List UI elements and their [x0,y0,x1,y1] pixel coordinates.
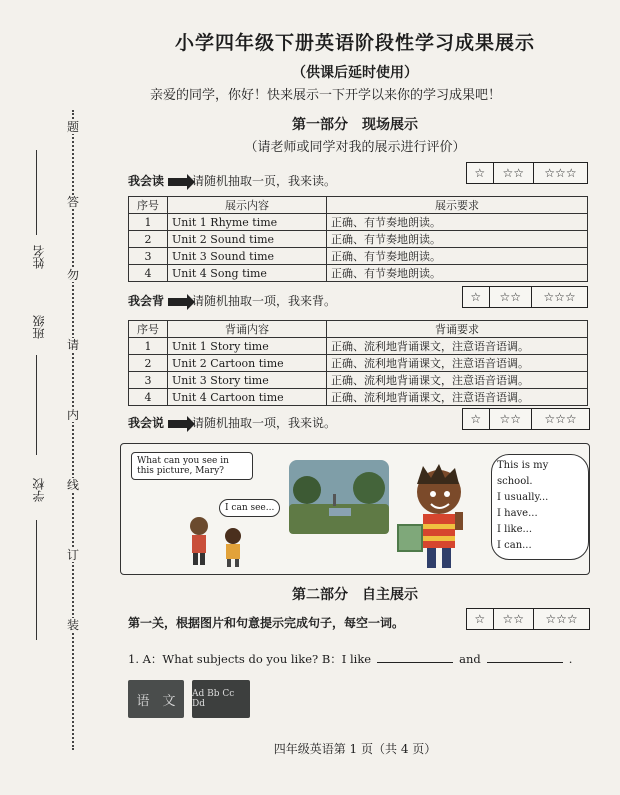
table-row [129,389,588,406]
star-icon[interactable]: ☆☆☆ [545,612,578,626]
star-icon[interactable]: ☆ [467,609,494,629]
class-blank [36,355,37,455]
answer-blank-1[interactable] [377,662,453,663]
cell: 4 [129,265,168,282]
cell: 正确、流利地背诵课文，注意语音语调。 [327,338,588,355]
cell: Unit 3 Story time [168,372,327,389]
page-footer: 四年级英语第 1 页（共 4 页） [273,742,437,756]
star-icon[interactable]: ☆ [467,163,494,183]
name-label: 姓名 [32,245,46,269]
cell: Unit 2 Sound time [168,231,327,248]
margin-char: 线 [66,478,79,492]
table-row [129,214,588,231]
margin-char: 答 [66,195,79,209]
star-icon[interactable]: ☆ [463,287,490,307]
table-row [129,338,588,355]
cell: 正确、有节奏地朗读。 [327,265,588,282]
star-icon[interactable]: ☆☆ [494,163,534,183]
bubble-line: I can... [497,540,532,551]
star-icon[interactable]: ☆☆ [494,609,534,629]
star-icon[interactable]: ☆☆☆ [544,412,577,426]
answer-blank-2[interactable] [487,662,563,663]
cell: Unit 4 Cartoon time [168,389,327,406]
cell: 1 [129,214,168,231]
question-1-text: 1. A：What subjects do you like? B：I like [128,652,372,666]
boy-speech-bubble [491,454,589,560]
cell: 2 [129,355,168,372]
name-blank [36,150,37,235]
star-icon[interactable]: ☆☆ [490,287,532,307]
col-header: 背诵内容 [168,321,327,338]
cell: 3 [129,248,168,265]
speaking-illustration [120,443,590,575]
part2-heading: 第二部分 自主展示 [292,587,418,603]
cell: Unit 4 Song time [168,265,327,282]
col-header: 序号 [129,321,168,338]
table-row [129,355,588,372]
cell: 2 [129,231,168,248]
margin-char: 装 [66,618,79,632]
cell: 3 [129,372,168,389]
speak-rating[interactable] [462,408,590,430]
col-header: 背诵要求 [327,321,588,338]
recite-label: 我会背 [128,294,165,308]
question-1-and: and [459,652,481,666]
cell: 4 [129,389,168,406]
answer-bubble: I can see... [219,499,280,517]
bubble-line: I usually... [497,492,549,503]
col-header: 展示要求 [327,197,588,214]
chinese-subject-image: 语 文 [128,680,184,718]
star-icon[interactable]: ☆☆☆ [543,290,576,304]
table-row [129,372,588,389]
level1-rating[interactable] [466,608,590,630]
table-row [129,231,588,248]
arrow-icon [168,178,188,186]
cell: Unit 2 Cartoon time [168,355,327,372]
cell: 正确、有节奏地朗读。 [327,248,588,265]
cell: Unit 3 Sound time [168,248,327,265]
recite-rating[interactable] [462,286,588,308]
park-picture [289,460,389,534]
question-1-end: . [568,652,573,666]
speak-instruction: 请随机抽取一项，我来说。 [192,416,337,430]
margin-char: 请 [66,338,79,352]
class-label: 班级 [32,315,46,339]
speak-label: 我会说 [128,416,165,430]
read-label: 我会读 [128,174,165,188]
table-header [129,197,588,214]
read-rating[interactable] [466,162,588,184]
star-icon[interactable]: ☆ [463,409,490,429]
cell: 正确、有节奏地朗读。 [327,214,588,231]
cell: 正确、流利地背诵课文，注意语音语调。 [327,355,588,372]
col-header: 序号 [129,197,168,214]
children-illustration [181,514,251,569]
col-header: 展示内容 [168,197,327,214]
margin-char: 题 [66,120,79,134]
school-blank [36,520,37,640]
page-title: 小学四年级下册英语阶段性学习成果展示 [174,32,535,54]
table-row [129,265,588,282]
cell: Unit 1 Rhyme time [168,214,327,231]
margin-char: 订 [66,548,79,562]
cell: Unit 1 Story time [168,338,327,355]
read-instruction: 请随机抽取一页，我来读。 [192,174,337,188]
speak-task [128,414,336,431]
table-header [129,321,588,338]
star-icon[interactable]: ☆☆ [490,409,532,429]
recite-task [128,292,336,309]
recite-table [128,320,588,406]
binding-margin [0,0,118,795]
part1-heading: 第一部分 现场展示 [292,117,418,133]
bubble-line: I have... [497,508,538,519]
cell: 正确、有节奏地朗读。 [327,231,588,248]
read-table [128,196,588,282]
bubble-line: This is my school. [497,460,549,487]
question-1 [128,651,572,667]
read-task [128,172,336,189]
margin-char: 内 [66,408,79,422]
cell: 1 [129,338,168,355]
cell: 正确、流利地背诵课文，注意语音语调。 [327,389,588,406]
boy-illustration [393,462,479,572]
level1-instruction: 第一关，根据图片和句意提示完成句子，每空一词。 [128,616,405,630]
bubble-line: I like... [497,524,533,535]
recite-instruction: 请随机抽取一项，我来背。 [192,294,337,308]
page-subtitle: （供课后延时使用） [292,65,418,81]
part1-note: （请老师或同学对我的展示进行评价） [244,140,466,155]
question-bubble: What can you see in this picture, Mary? [131,452,253,480]
arrow-icon [168,298,188,306]
arrow-icon [168,420,188,428]
cell: 正确、流利地背诵课文，注意语音语调。 [327,372,588,389]
table-row [129,248,588,265]
school-label: 学校 [32,478,46,502]
margin-char: 勿 [66,268,79,282]
star-icon[interactable]: ☆☆☆ [544,166,577,180]
english-subject-image: Ad Bb Cc Dd [192,680,250,718]
greeting-text: 亲爱的同学，你好！快来展示一下开学以来你的学习成果吧！ [150,88,502,103]
